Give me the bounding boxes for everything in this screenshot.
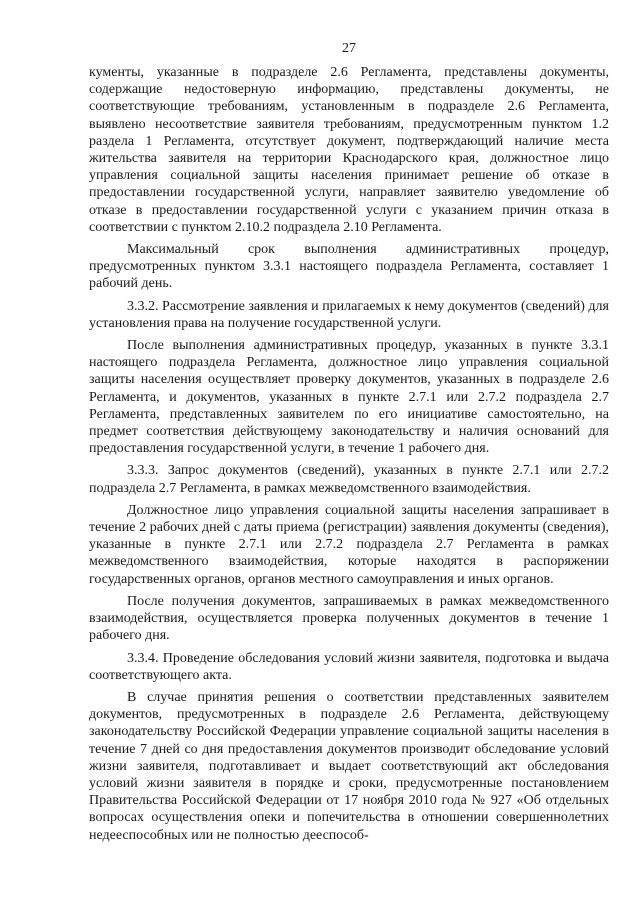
section-heading-3-3-2: 3.3.2. Рассмотрение заявления и прилагаемых к нему документов (сведений) для установления права на получение государственной услуги. [89, 298, 609, 331]
section-heading-3-3-4: 3.3.4. Проведение обследования условий жизни заявителя, подготовка и выдача соответствующего акта. [89, 650, 609, 683]
paragraph-after-receipt: После получения документов, запрашиваемых в рамках межведомственного взаимодействия, осуществляется проверка полученных документов в течение 1 рабочего дня. [89, 593, 609, 644]
document-page [89, 40, 609, 844]
paragraph-max-term: Максимальный срок выполнения административных процедур, предусмотренных пунктом 3.3.1 настоящего подраздела Регламента, составляет 1 рабочий день. [89, 242, 609, 292]
paragraph-after-procedures: После выполнения административных процедур, указанных в пункте 3.3.1 настоящего подраздела Регламента, должностное лицо управления социальной защиты населения осуществляет проверку документов, указанных в подразделе 2.6 Регламента, и документов, указанных в пункте 2.7.1 или 2.7.2 подраздела 2.7 Регламента, представленных заявителем по его инициативе самостоятельно, на предмет соответствия действующему законодательству и наличия оснований для предоставления государственной услуги, в течение 1 рабочего дня. [89, 338, 609, 457]
paragraph-continuation: кументы, указанные в подразделе 2.6 Регламента, представлены документы, содержащие недостоверную информацию, представлены документы, не соответствующие требованиям, установленным в подразделе 2.6 Регламента, выявлено несоответствие заявителя требованиям, предусмотренным пунктом 1.2 раздела 1 Регламента, отсутствует документ, подтверждающий наличие места жительства заявителя на территории Краснодарского края, должностное лицо управления социальной защиты населения принимает решение об отказе в предоставлении государственной услуги, направляет заявителю уведомление об отказе в предоставлении государственной услуги с указанием причин отказа в соответствии с пунктом 2.10.2 подраздела 2.10 Регламента. [89, 65, 609, 235]
paragraph-inspection: В случае принятия решения о соответствии представленных заявителем документов, предусмотренных в подразделе 2.6 Регламента, действующему законодательству Российской Федерации управление социальной защиты населения в течение 7 дней со дня предоставления документов производит обследование условий жизни заявителя, подготавливает и выдает соответствующий акт обследования условий жизни заявителя в порядке и сроки, предусмотренные постановлением Правительства Российской Федерации от 17 ноября 2010 года № 927 «Об отдельных вопросах осуществления опеки и попечительства в отношении совершеннолетних недееспособных или не полностью дееспособ- [89, 689, 609, 843]
page-number: 27 [342, 41, 356, 56]
section-heading-3-3-3: 3.3.3. Запрос документов (сведений), указанных в пункте 2.7.1 или 2.7.2 подраздела 2.7 Регламента, в рамках межведомственного взаимодействия. [89, 463, 609, 496]
paragraph-official-request: Должностное лицо управления социальной защиты населения запрашивает в течение 2 рабочих дней с даты приема (регистрации) заявления документы (сведения), указанные в пункте 2.7.1 или 2.7.2 подраздела 2.7 Регламента в рамках межведомственного взаимодействия, которые находятся в распоряжении государственных органов, органов местного самоуправления и иных органов. [89, 502, 609, 587]
